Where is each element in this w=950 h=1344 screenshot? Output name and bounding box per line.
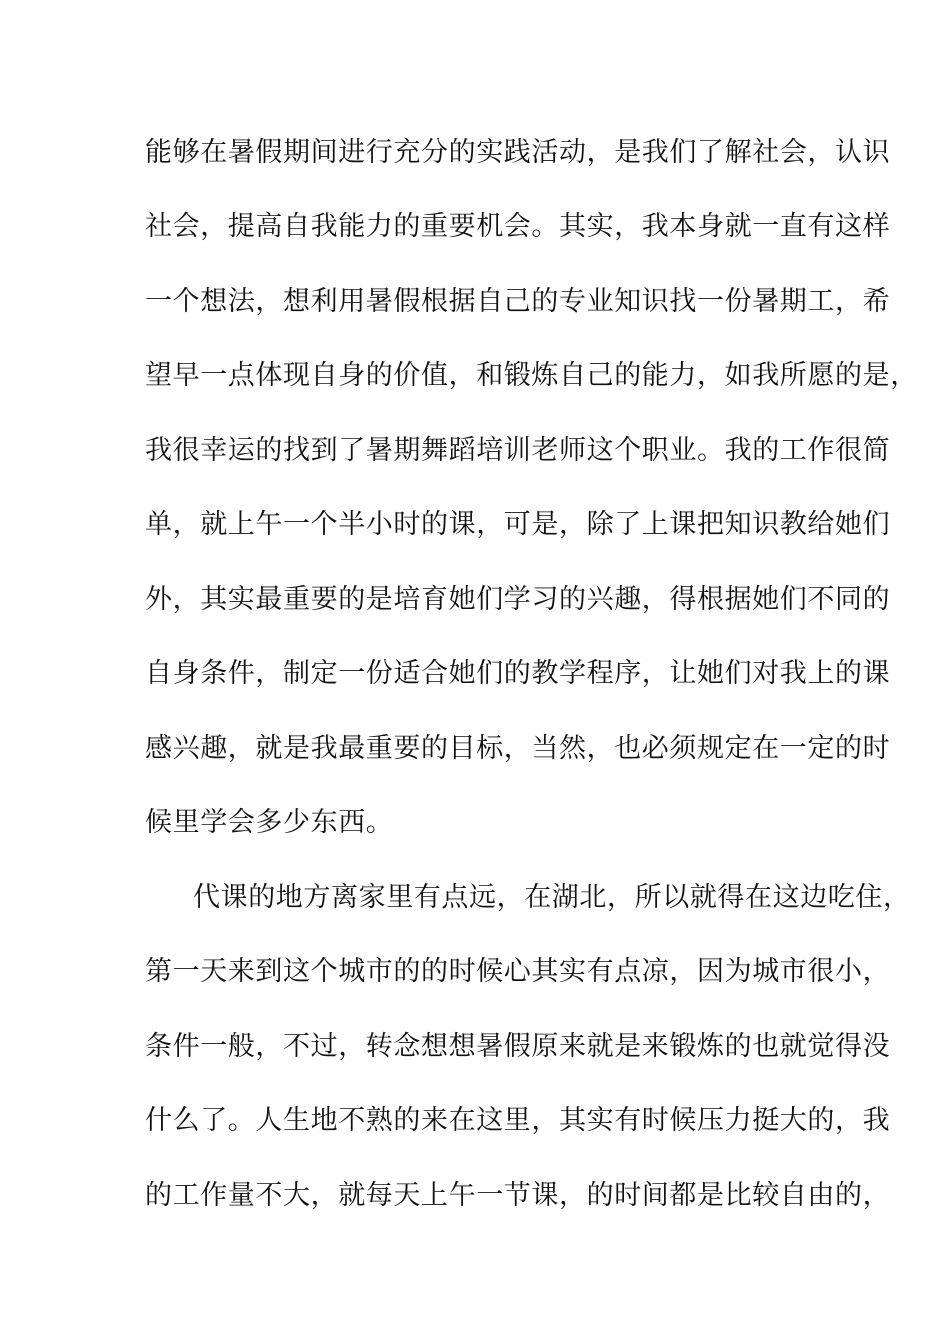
text-line: 条件一般，不过，转念想想暑假原来就是来锻炼的也就觉得没: [145, 1031, 891, 1062]
text-line: 的工作量不大，就每天上午一节课，的时间都是比较自由的，: [145, 1180, 891, 1211]
text-line: 能够在暑假期间进行充分的实践活动，是我们了解社会，认识: [145, 137, 891, 168]
text-line: 外，其实最重要的是培育她们学习的兴趣，得根据她们不同的: [145, 584, 891, 615]
text-line: 感兴趣，就是我最重要的目标，当然，也必须规定在一定的时: [145, 733, 891, 764]
text-line: 第一天来到这个城市的的时候心其实有点凉，因为城市很小，: [145, 956, 891, 987]
paragraph-start-line: 代课的地方离家里有点远，在湖北，所以就得在这边吃住，: [193, 882, 911, 913]
text-line: 社会，提高自我能力的重要机会。其实，我本身就一直有这样: [145, 211, 891, 242]
text-line: 我很幸运的找到了暑期舞蹈培训老师这个职业。我的工作很简: [145, 435, 891, 466]
text-line: 什么了。人生地不熟的来在这里，其实有时候压力挺大的，我: [145, 1105, 891, 1136]
text-line: 单，就上午一个半小时的课，可是，除了上课把知识教给她们: [145, 509, 891, 540]
text-line: 望早一点体现自身的价值，和锻炼自己的能力，如我所愿的是，: [145, 360, 918, 391]
text-line: 一个想法，想利用暑假根据自己的专业知识找一份暑期工，希: [145, 286, 891, 317]
text-line: 候里学会多少东西。: [145, 807, 394, 838]
text-line: 自身条件，制定一份适合她们的教学程序，让她们对我上的课: [145, 658, 891, 689]
